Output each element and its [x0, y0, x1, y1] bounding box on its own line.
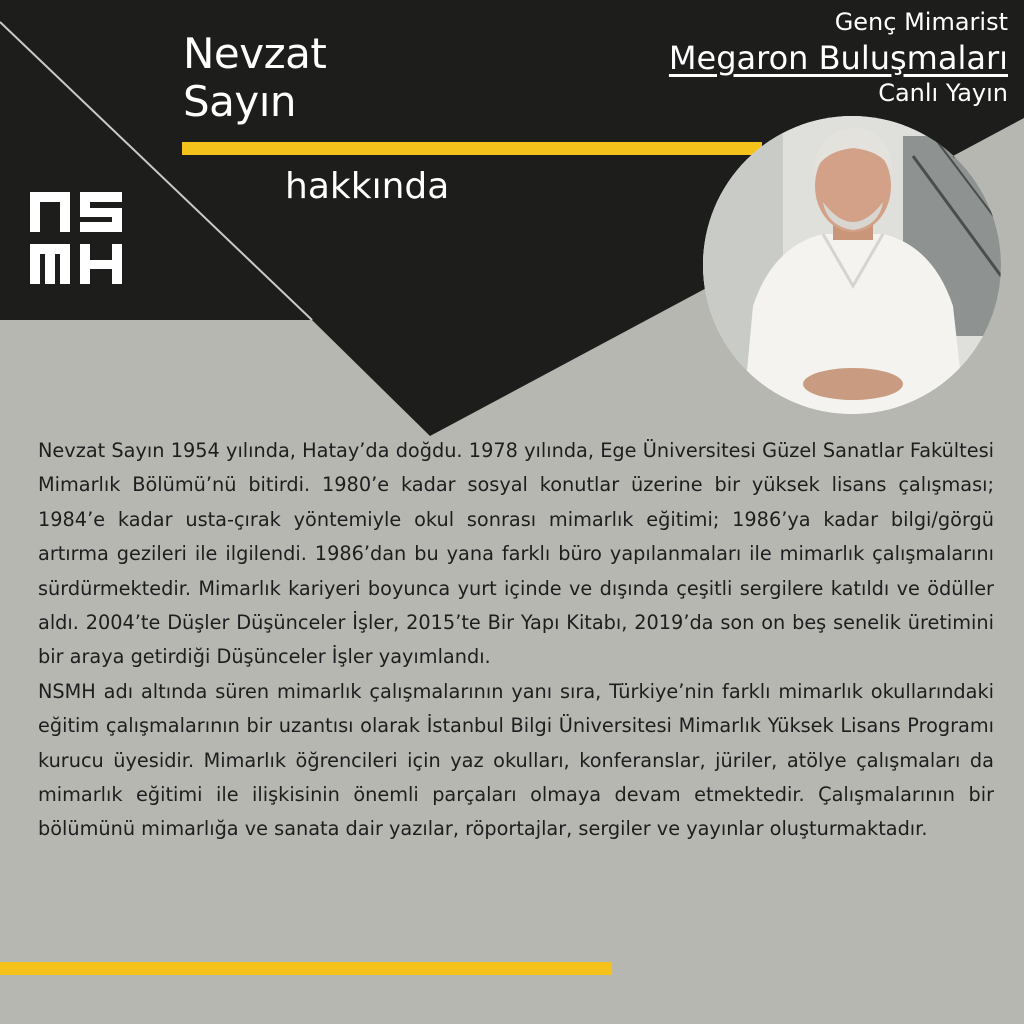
biography-paragraph-2: NSMH adı altında süren mimarlık çalışmalarının yanı sıra, Türkiye’nin farklı mimarlık okullarındaki eğitim çalışmalarının bir uzantısı olarak İstanbul Bilgi Üniversitesi Mimarlık Yüksek Lisans Programı kurucu üyesidir. Mimarlık öğrencileri için yaz okulları, konferanslar, jüriler, atölye çalışmaları da mimarlık eğitimi ile ilişkisinin önemli parçaları olmaya devam etmektedir. Çalışmalarının bir bölümünü mimarlığa ve sanata dair yazılar, röportajlar, sergiler ve yayınlar oluşturmaktadır. [38, 679, 994, 841]
first-name: Nevzat [183, 29, 327, 78]
accent-bar-bottom [0, 962, 612, 975]
portrait-photo [703, 116, 1001, 414]
portrait-icon [703, 116, 1001, 414]
last-name: Sayın [183, 77, 297, 126]
event-line-1: Genç Mimarist [834, 8, 1008, 36]
nsmh-logo [30, 192, 122, 284]
accent-bar-top [182, 142, 762, 155]
biography [38, 434, 994, 847]
event-line-2: Megaron Buluşmaları [668, 39, 1008, 77]
nsmh-logo-icon [30, 192, 122, 284]
section-label: hakkında [285, 166, 450, 207]
person-name [183, 30, 326, 126]
event-title [669, 6, 1008, 108]
biography-paragraph-1: Nevzat Sayın 1954 yılında, Hatay’da doğdu. 1978 yılında, Ege Üniversitesi Güzel Sanatlar Fakültesi Mimarlık Bölümü’nü bitirdi. 1980’e kadar sosyal konutlar üzerine bir yüksek lisans çalışması; 1984’e kadar usta-çırak yöntemiyle okul sonrası mimarlık eğitimi; 1986’ya kadar bilgi/görgü artırma gezileri ile ilgilendi. 1986’dan bu yana farklı büro yapılanmaları ile mimarlık çalışmalarını sürdürmektedir. Mimarlık kariyeri boyunca yurt içinde ve dışında çeşitli sergilere katıldı ve ödüller aldı. 2004’te Düşler Düşünceler İşler, 2015’te Bir Yapı Kitabı, 2019’da son on beş senelik üretimini bir araya getirdiği Düşünceler İşler yayımlandı. [38, 439, 994, 669]
event-line-3: Canlı Yayın [878, 79, 1008, 107]
